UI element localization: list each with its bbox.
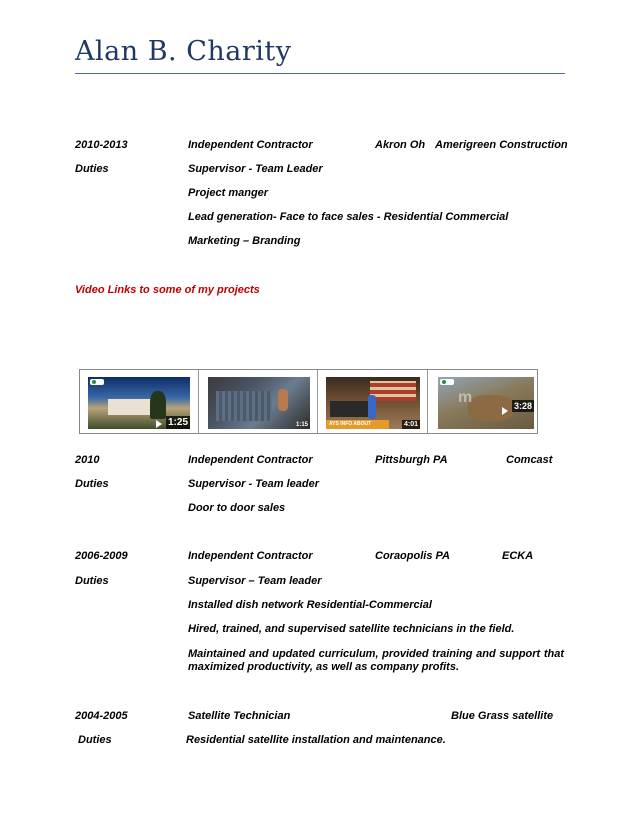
video-link-3[interactable] <box>323 372 435 430</box>
building-shape <box>108 399 152 415</box>
strip-divider <box>198 370 199 433</box>
shelves-shape <box>370 381 416 401</box>
job3-duty: Hired, trained, and supervised satellite technicians in the field. <box>188 623 515 635</box>
job1-location: Akron Oh <box>375 139 426 151</box>
job2-duties-label: Duties <box>75 478 109 490</box>
job1-duty: Lead generation- Face to face sales - Residential Commercial <box>188 211 509 223</box>
video-links-heading: Video Links to some of my projects <box>75 284 260 296</box>
job1-title: Independent Contractor <box>188 139 313 151</box>
job3-title: Independent Contractor <box>188 550 313 562</box>
play-icon <box>502 407 508 415</box>
job3-duties-label: Duties <box>75 575 109 587</box>
job4-years: 2004-2005 <box>75 710 128 722</box>
video-thumbnail-icon <box>326 377 420 429</box>
video-thumbnail-icon <box>438 377 534 429</box>
video-caption: m <box>458 389 473 406</box>
strip-divider <box>317 370 318 433</box>
video-thumbnail-icon <box>88 377 190 429</box>
job3-location: Coraopolis PA <box>375 550 450 562</box>
video-duration: 3:28 <box>513 401 532 411</box>
company-logo-icon <box>440 379 454 385</box>
job3-duty: Supervisor – Team leader <box>188 575 322 587</box>
job2-title: Independent Contractor <box>188 454 313 466</box>
person-shape <box>368 395 376 419</box>
video-thumbnail-icon <box>208 377 310 429</box>
job3-years: 2006-2009 <box>75 550 128 562</box>
job1-duty: Marketing – Branding <box>188 235 301 247</box>
job1-duties-label: Duties <box>75 163 109 175</box>
tree-shape <box>150 391 166 419</box>
job4-duty: Residential satellite installation and maintenance. <box>186 734 446 746</box>
job2-company: Comcast <box>506 454 553 466</box>
job2-location: Pittsburgh PA <box>375 454 448 466</box>
job2-duty: Door to door sales <box>188 502 286 514</box>
job3-duty-paragraph: Maintained and updated curriculum, provided training and support that maximized productivity, as well as company profits. <box>188 648 564 673</box>
job1-duty: Project manger <box>188 187 269 199</box>
video-duration: 4:01 <box>403 421 418 428</box>
job2-duty: Supervisor - Team leader <box>188 478 320 490</box>
roof-shape <box>216 391 272 421</box>
video-link-4[interactable] <box>434 372 546 430</box>
job3-company: ECKA <box>502 550 534 562</box>
worker-shape <box>278 389 288 411</box>
job1-years: 2010-2013 <box>75 139 128 151</box>
video-caption: AYS INFO ABOUT <box>326 420 389 429</box>
job1-company: Amerigreen Construction <box>435 139 568 151</box>
job4-title: Satellite Technician <box>188 710 291 722</box>
video-strip <box>79 369 538 434</box>
video-link-2[interactable] <box>205 372 317 430</box>
job4-duties-label: Duties <box>78 734 112 746</box>
video-duration: 1:25 <box>167 417 188 428</box>
job1-duty: Supervisor - Team Leader <box>188 163 323 175</box>
play-icon <box>156 420 162 428</box>
resume-name: Alan B. Charity <box>75 36 292 67</box>
video-duration: 1:15 <box>295 422 308 428</box>
company-logo-icon <box>90 379 104 385</box>
video-link-1[interactable] <box>86 372 198 430</box>
job2-years: 2010 <box>75 454 100 466</box>
header-rule <box>75 73 565 74</box>
job3-duty: Installed dish network Residential-Commercial <box>188 599 432 611</box>
job4-company: Blue Grass satellite <box>451 710 554 722</box>
